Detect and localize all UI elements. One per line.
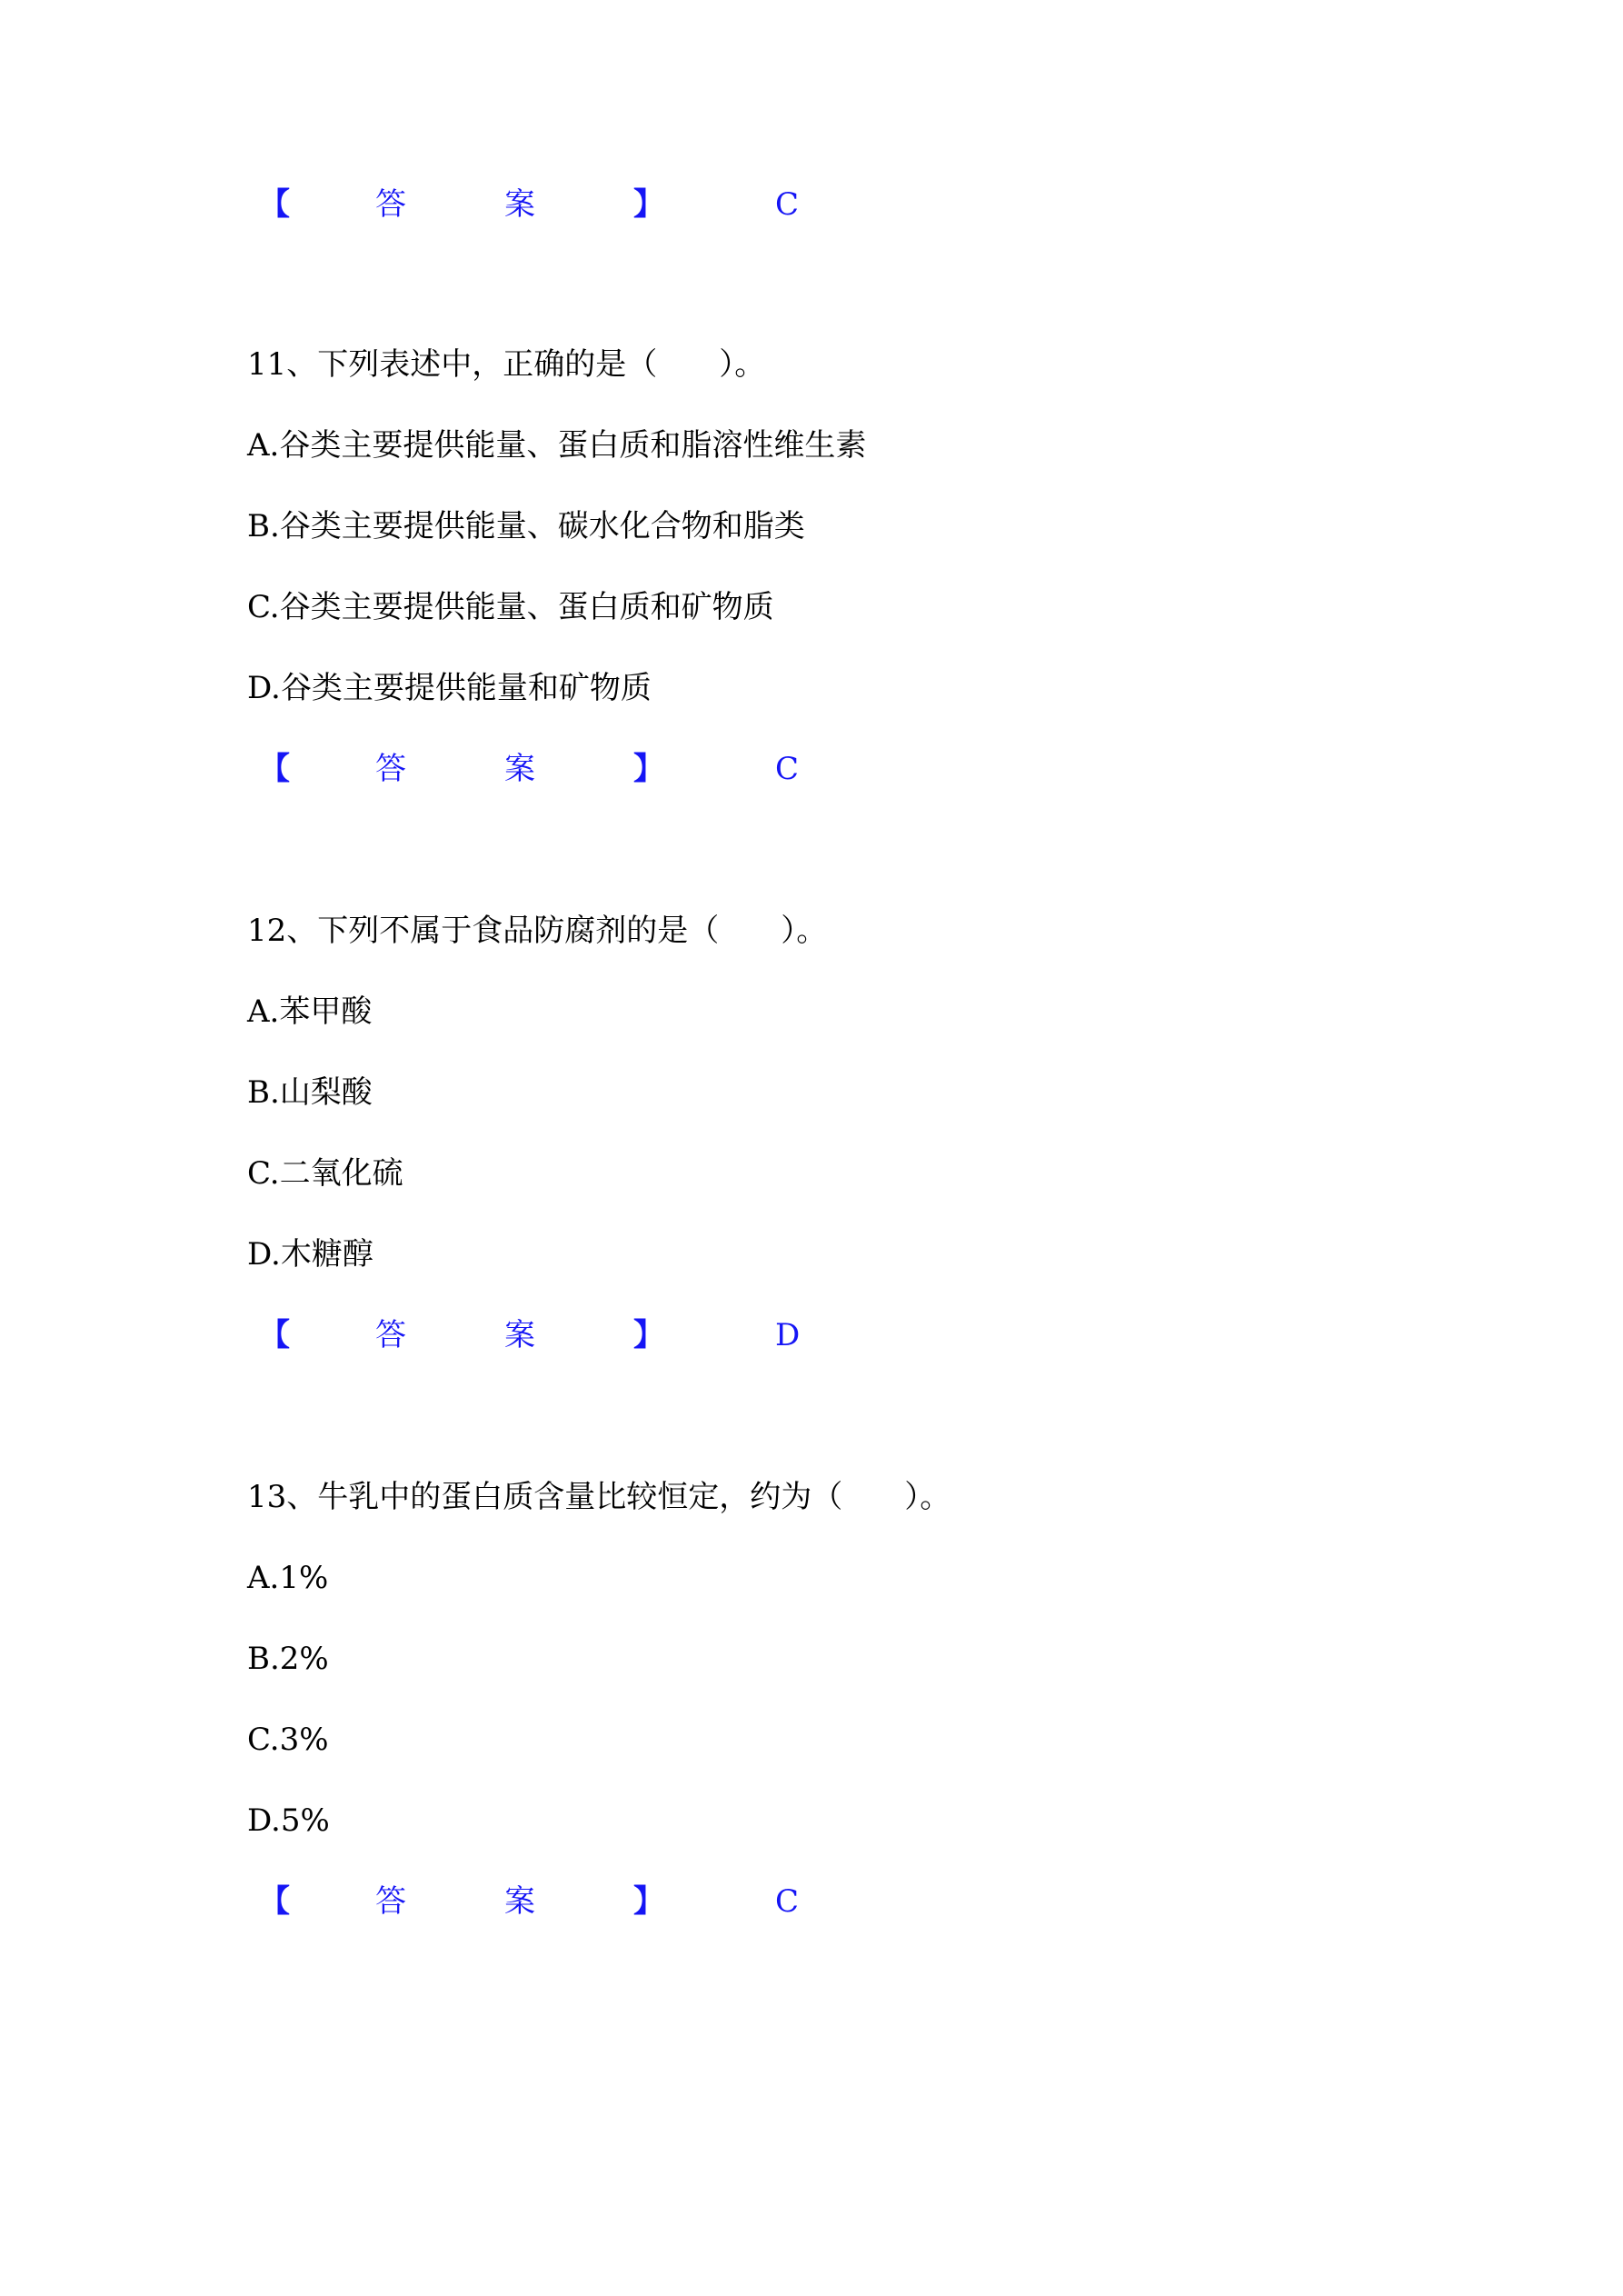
question-stem-11: 11、下列表述中，正确的是（ ）。 bbox=[247, 346, 766, 383]
answer-open-bracket: 【 bbox=[259, 751, 290, 787]
option-13-c: C.3% bbox=[247, 1722, 329, 1758]
answer-value: C bbox=[775, 1883, 800, 1920]
answer-line-12 bbox=[259, 1317, 804, 1353]
option-12-c: C.二氧化硫 bbox=[247, 1155, 403, 1192]
answer-open-bracket: 【 bbox=[259, 186, 290, 223]
question-stem-13: 13、牛乳中的蛋白质含量比较恒定，约为（ ）。 bbox=[247, 1479, 951, 1515]
answer-value: C bbox=[775, 186, 800, 223]
answer-open-bracket: 【 bbox=[259, 1317, 290, 1353]
option-12-d: D.木糖醇 bbox=[247, 1236, 373, 1273]
answer-label-char1: 答 bbox=[375, 1317, 406, 1353]
answer-label-char2: 案 bbox=[504, 751, 535, 787]
answer-label-char2: 案 bbox=[504, 1317, 535, 1353]
answer-line-prev bbox=[259, 186, 804, 223]
answer-label-char1: 答 bbox=[375, 186, 406, 223]
answer-label-char2: 案 bbox=[504, 186, 535, 223]
answer-open-bracket: 【 bbox=[259, 1883, 290, 1920]
option-11-a: A.谷类主要提供能量、蛋白质和脂溶性维生素 bbox=[247, 427, 867, 464]
answer-value: C bbox=[775, 751, 800, 787]
option-12-a: A.苯甲酸 bbox=[247, 993, 373, 1030]
answer-line-11 bbox=[259, 751, 804, 787]
option-11-c: C.谷类主要提供能量、蛋白质和矿物质 bbox=[247, 589, 774, 625]
answer-label-char1: 答 bbox=[375, 751, 406, 787]
option-12-b: B.山梨酸 bbox=[247, 1074, 373, 1111]
option-11-d: D.谷类主要提供能量和矿物质 bbox=[247, 670, 652, 706]
answer-close-bracket: 】 bbox=[633, 1883, 664, 1920]
answer-line-13 bbox=[259, 1883, 804, 1920]
option-13-b: B.2% bbox=[247, 1641, 329, 1677]
answer-close-bracket: 】 bbox=[633, 186, 664, 223]
answer-value: D bbox=[775, 1317, 801, 1353]
answer-close-bracket: 】 bbox=[633, 1317, 664, 1353]
option-11-b: B.谷类主要提供能量、碳水化合物和脂类 bbox=[247, 508, 805, 544]
answer-label-char2: 案 bbox=[504, 1883, 535, 1920]
option-13-d: D.5% bbox=[247, 1802, 330, 1839]
answer-label-char1: 答 bbox=[375, 1883, 406, 1920]
option-13-a: A.1% bbox=[247, 1560, 329, 1596]
question-stem-12: 12、下列不属于食品防腐剂的是（ ）。 bbox=[247, 913, 828, 949]
answer-close-bracket: 】 bbox=[633, 751, 664, 787]
